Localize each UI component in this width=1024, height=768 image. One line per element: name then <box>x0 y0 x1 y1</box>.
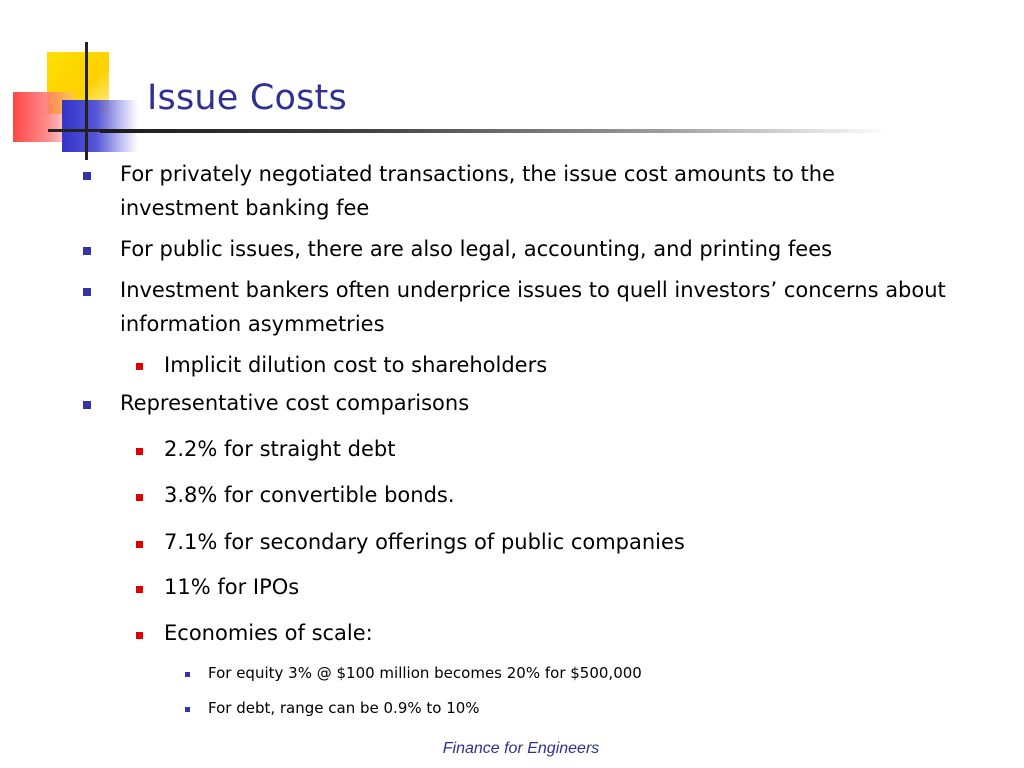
slide-footer: Finance for Engineers <box>442 740 600 757</box>
slide-logo-decoration <box>0 0 140 165</box>
sub-bullet-square-icon <box>136 586 143 593</box>
sub-bullet-text: Economies of scale: <box>164 621 373 645</box>
sub-bullet-text: 2.2% for straight debt <box>164 437 396 461</box>
logo-blue-square <box>62 100 138 152</box>
sub-bullet-square-icon <box>136 448 143 455</box>
sub-sub-bullet-text: For debt, range can be 0.9% to 10% <box>208 699 480 717</box>
sub-bullet-text: 11% for IPOs <box>164 575 300 599</box>
title-underline <box>100 129 890 133</box>
bullet-text: Representative cost comparisons <box>120 391 470 415</box>
slide-title: Issue Costs <box>147 78 347 118</box>
logo-vertical-line <box>85 42 88 160</box>
sub-bullet-square-icon <box>136 494 143 501</box>
sub-bullet-square-icon <box>136 363 143 370</box>
bullet-square-icon <box>83 401 91 409</box>
bullet-square-icon <box>83 172 91 180</box>
sub-bullet-square-icon <box>136 541 143 548</box>
bullet-text-continued: investment banking fee <box>120 196 370 220</box>
bullet-text: For public issues, there are also legal, accounting, and printing fees <box>120 237 833 261</box>
sub-sub-bullet-square-icon <box>185 707 190 712</box>
sub-bullet-text: Implicit dilution cost to shareholders <box>164 353 548 377</box>
sub-bullet-square-icon <box>136 632 143 639</box>
sub-sub-bullet-square-icon <box>185 672 190 677</box>
bullet-square-icon <box>83 288 91 296</box>
logo-horizontal-line <box>48 129 108 132</box>
sub-sub-bullet-text: For equity 3% @ $100 million becomes 20% for $500,000 <box>208 664 642 682</box>
bullet-square-icon <box>83 247 91 255</box>
bullet-text-continued: information asymmetries <box>120 312 385 336</box>
sub-bullet-text: 3.8% for convertible bonds. <box>164 483 455 507</box>
bullet-text: Investment bankers often underprice issues to quell investors’ concerns about <box>120 278 946 302</box>
bullet-text: For privately negotiated transactions, the issue cost amounts to the <box>120 162 835 186</box>
sub-bullet-text: 7.1% for secondary offerings of public companies <box>164 530 685 554</box>
